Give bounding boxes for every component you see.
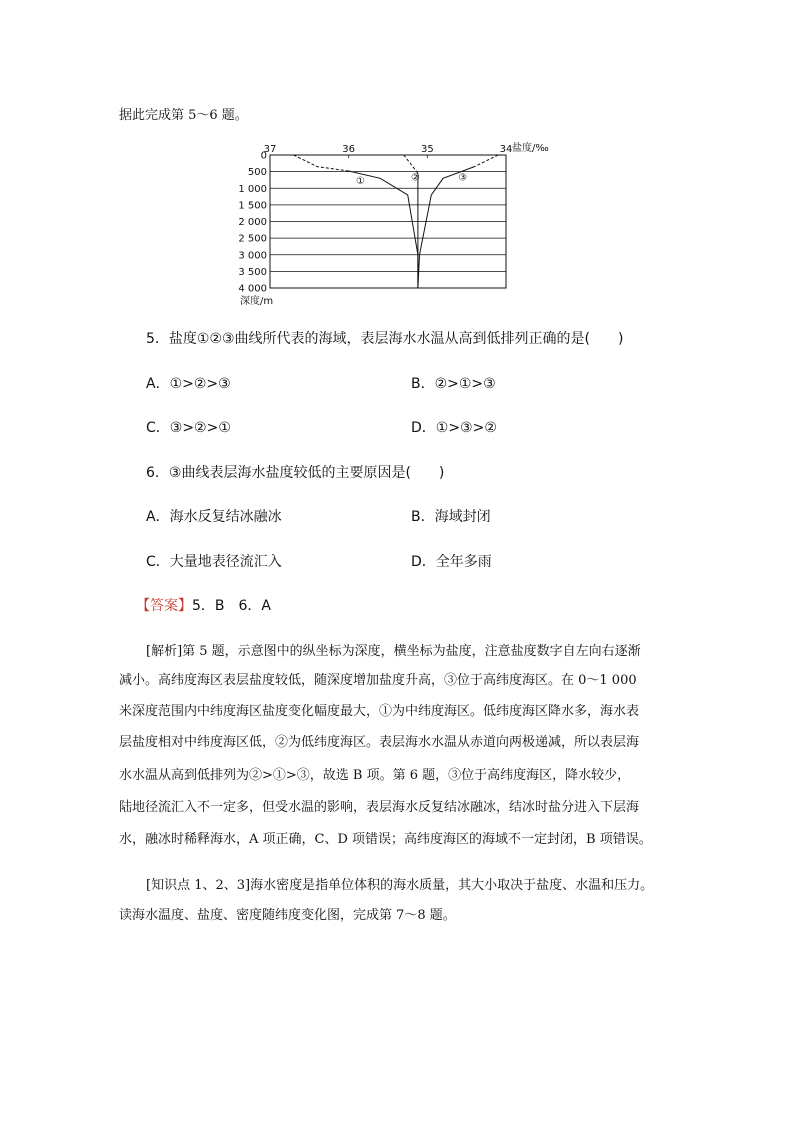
question-6-stem: 6．③曲线表层海水盐度较低的主要原因是( ): [146, 465, 445, 481]
y-tick-label: 0: [260, 150, 267, 162]
analysis-line: 层盐度相对中纬度海区低，②为低纬度海区。表层海水水温从赤道向两极递减，所以表层海: [119, 735, 640, 750]
analysis-line: 水水温从高到低排列为②>①>③，故选 B 项。第 6 题，③位于高纬度海区，降水较少，: [119, 768, 631, 783]
question-5-stem: 5．盐度①②③曲线所代表的海域，表层海水水温从高到低排列正确的是( ): [146, 331, 624, 347]
y-tick-label: 2 500: [238, 233, 267, 245]
curve-labels: [356, 172, 467, 187]
x-tick-label: 34: [499, 144, 513, 155]
curve-label: ③: [458, 172, 468, 184]
salinity-depth-chart: [236, 138, 566, 308]
y-axis-unit-label: 深度/m: [240, 296, 274, 307]
y-tick-label: 3 000: [238, 250, 267, 262]
q5-option-c[interactable]: C．③>②>①: [146, 420, 231, 436]
analysis-line: [解析]第 5 题，示意图中的纵坐标为深度，横坐标为盐度，注意盐度数字自左向右逐渐: [146, 644, 641, 659]
x-tick-labels: [264, 144, 513, 158]
analysis-line: 减小。高纬度海区表层盐度较低，随深度增加盐度升高，③位于高纬度海区。在 0～1 000: [119, 673, 637, 688]
analysis-line: 陆地径流汇入不一定多，但受水温的影响，表层海水反复结冰融冰，结冰时盐分进入下层海: [119, 800, 640, 815]
y-tick-labels: [238, 151, 267, 295]
y-tick-label: 500: [247, 167, 267, 179]
answer-tag: 【答案】: [136, 598, 192, 614]
q5-option-a[interactable]: A．①>②>③: [146, 376, 231, 392]
knowledge-line: [知识点 1、2、3]海水密度是指单位体积的海水质量，其大小取决于盐度、水温和压力。: [146, 878, 654, 893]
curve-label: ②: [411, 172, 421, 184]
y-tick-label: 1 500: [238, 200, 267, 212]
curve-1-upper: [294, 155, 349, 171]
answer-text: 5．B 6．A: [192, 598, 271, 614]
curve-2-upper: [404, 155, 418, 173]
x-tick-label: 36: [342, 144, 356, 155]
curve-3-lower: [418, 167, 475, 288]
x-tick-label: 35: [420, 144, 434, 155]
q6-option-a[interactable]: A．海水反复结冰融冰: [146, 509, 282, 525]
knowledge-line: 读海水温度、盐度、密度随纬度变化图，完成第 7～8 题。: [119, 908, 456, 923]
intro-text: 据此完成第 5～6 题。: [119, 108, 248, 123]
x-axis-unit-label: 盐度/‰: [512, 143, 549, 154]
curve-3-upper: [475, 155, 499, 167]
curve-label: ①: [355, 175, 365, 187]
q6-option-b[interactable]: B．海域封闭: [411, 509, 491, 525]
y-tick-label: 1 000: [238, 183, 267, 195]
q6-option-d[interactable]: D．全年多雨: [411, 554, 492, 570]
q6-option-c[interactable]: C．大量地表径流汇入: [146, 554, 282, 570]
q5-option-d[interactable]: D．①>③>②: [411, 420, 497, 436]
analysis-line: 米深度范围内中纬度海区盐度变化幅度最大，①为中纬度海区。低纬度海区降水多，海水表: [119, 704, 640, 719]
chart-grid: [270, 172, 506, 272]
analysis-line: 水，融冰时稀释海水，A 项正确，C、D 项错误；高纬度海区的海域不一定封闭，B 项错误。: [119, 832, 652, 847]
y-tick-label: 2 000: [238, 217, 267, 228]
y-tick-label: 3 500: [238, 266, 267, 278]
y-tick-label: 4 000: [238, 283, 267, 295]
answer-line: [136, 595, 271, 615]
x-tick-label: 37: [263, 144, 277, 155]
q5-option-b[interactable]: B．②>①>③: [411, 376, 496, 392]
